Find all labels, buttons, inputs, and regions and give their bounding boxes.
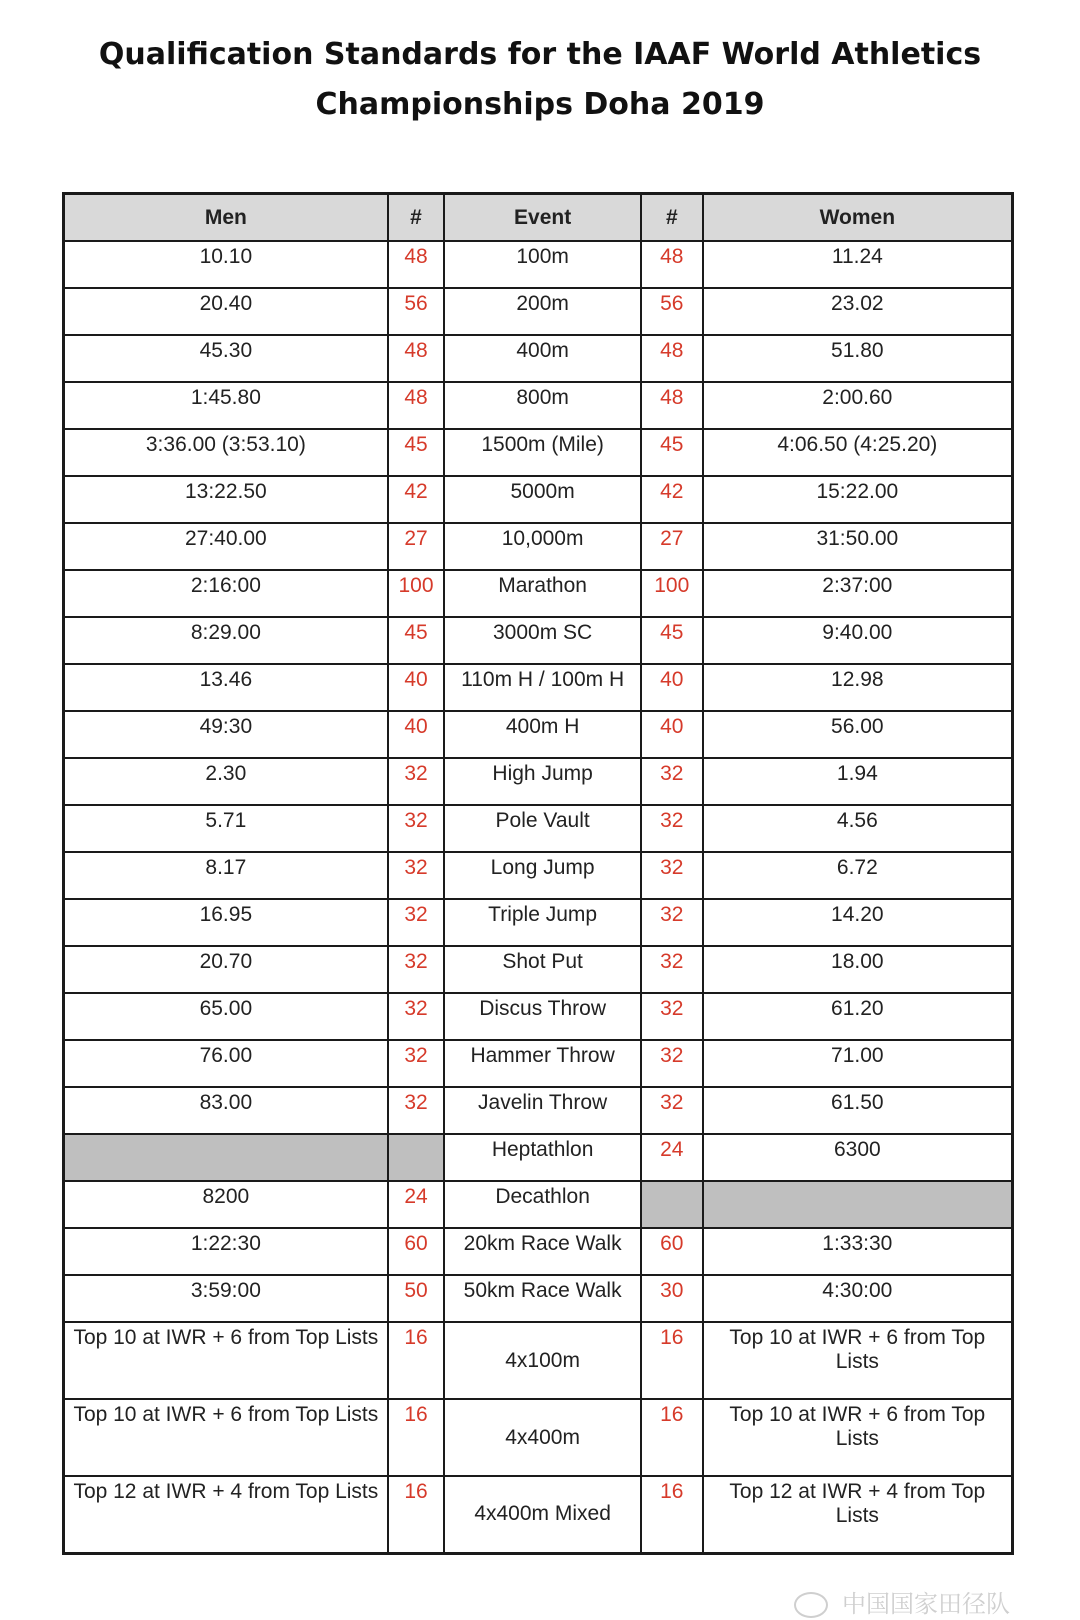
cell-men-entries: 40 bbox=[388, 664, 445, 711]
cell-event: Triple Jump bbox=[444, 899, 641, 946]
cell-event: 20km Race Walk bbox=[444, 1228, 641, 1275]
cell-women-entries: 56 bbox=[641, 288, 703, 335]
title-line-1: Qualification Standards for the IAAF World Athletics bbox=[98, 37, 982, 72]
column-header-women-count: # bbox=[641, 194, 703, 242]
cell-women-entries: 24 bbox=[641, 1134, 703, 1181]
cell-men-standard bbox=[64, 1134, 388, 1181]
cell-women-standard: 4.56 bbox=[703, 805, 1013, 852]
cell-men-standard: Top 10 at IWR + 6 from Top Lists bbox=[64, 1322, 388, 1399]
cell-women-standard: 1:33:30 bbox=[703, 1228, 1013, 1275]
cell-women-entries: 48 bbox=[641, 382, 703, 429]
table-row bbox=[64, 805, 1013, 852]
table-row bbox=[64, 852, 1013, 899]
table-row bbox=[64, 241, 1013, 288]
cell-event: 50km Race Walk bbox=[444, 1275, 641, 1322]
column-header-women: Women bbox=[703, 194, 1013, 242]
table-row bbox=[64, 1275, 1013, 1322]
cell-women-standard: 2:00.60 bbox=[703, 382, 1013, 429]
cell-men-standard: 20.40 bbox=[64, 288, 388, 335]
cell-men-standard: 8200 bbox=[64, 1181, 388, 1228]
cell-men-standard: 83.00 bbox=[64, 1087, 388, 1134]
table-row bbox=[64, 664, 1013, 711]
page-title bbox=[0, 30, 1080, 130]
cell-men-entries: 42 bbox=[388, 476, 445, 523]
cell-men-standard: Top 10 at IWR + 6 from Top Lists bbox=[64, 1399, 388, 1476]
title-line-2: Championships Doha 2019 bbox=[315, 87, 765, 122]
cell-women-standard: 15:22.00 bbox=[703, 476, 1013, 523]
cell-event: 5000m bbox=[444, 476, 641, 523]
cell-men-standard: Top 12 at IWR + 4 from Top Lists bbox=[64, 1476, 388, 1553]
cell-men-entries: 32 bbox=[388, 852, 445, 899]
cell-women-standard: 9:40.00 bbox=[703, 617, 1013, 664]
cell-men-entries: 100 bbox=[388, 570, 445, 617]
cell-women-entries: 32 bbox=[641, 993, 703, 1040]
table-row bbox=[64, 1399, 1013, 1476]
cell-women-standard: 12.98 bbox=[703, 664, 1013, 711]
cell-women-entries: 45 bbox=[641, 429, 703, 476]
cell-women-standard: Top 12 at IWR + 4 from Top Lists bbox=[703, 1476, 1013, 1553]
cell-event: 1500m (Mile) bbox=[444, 429, 641, 476]
table-row bbox=[64, 758, 1013, 805]
cell-women-standard: 61.50 bbox=[703, 1087, 1013, 1134]
cell-men-standard: 76.00 bbox=[64, 1040, 388, 1087]
cell-event: 4x400m bbox=[444, 1399, 641, 1476]
cell-women-standard: Top 10 at IWR + 6 from Top Lists bbox=[703, 1322, 1013, 1399]
cell-women-entries: 32 bbox=[641, 1040, 703, 1087]
cell-men-entries: 60 bbox=[388, 1228, 445, 1275]
table-row bbox=[64, 1087, 1013, 1134]
cell-men-entries: 45 bbox=[388, 429, 445, 476]
cell-women-standard: 4:06.50 (4:25.20) bbox=[703, 429, 1013, 476]
cell-women-standard: 1.94 bbox=[703, 758, 1013, 805]
cell-men-standard: 1:45.80 bbox=[64, 382, 388, 429]
cell-women-standard: 51.80 bbox=[703, 335, 1013, 382]
cell-women-entries: 32 bbox=[641, 946, 703, 993]
cell-men-entries: 48 bbox=[388, 241, 445, 288]
cell-men-standard: 3:36.00 (3:53.10) bbox=[64, 429, 388, 476]
cell-event: 110m H / 100m H bbox=[444, 664, 641, 711]
cell-men-entries: 48 bbox=[388, 382, 445, 429]
watermark-text: 中国国家田径队 bbox=[842, 1590, 1010, 1618]
cell-women-entries: 48 bbox=[641, 241, 703, 288]
cell-men-entries: 45 bbox=[388, 617, 445, 664]
cell-women-standard: 11.24 bbox=[703, 241, 1013, 288]
watermark bbox=[794, 1584, 1010, 1619]
cell-men-standard: 13.46 bbox=[64, 664, 388, 711]
table-row bbox=[64, 335, 1013, 382]
cell-women-entries: 100 bbox=[641, 570, 703, 617]
cell-men-standard: 2:16:00 bbox=[64, 570, 388, 617]
cell-event: 4x400m Mixed bbox=[444, 1476, 641, 1553]
table-row bbox=[64, 429, 1013, 476]
table-row bbox=[64, 617, 1013, 664]
table-header-row bbox=[64, 194, 1013, 242]
wechat-icon bbox=[794, 1592, 828, 1618]
cell-event: 400m bbox=[444, 335, 641, 382]
cell-men-standard: 5.71 bbox=[64, 805, 388, 852]
cell-women-entries: 16 bbox=[641, 1476, 703, 1553]
cell-women-standard: Top 10 at IWR + 6 from Top Lists bbox=[703, 1399, 1013, 1476]
cell-men-standard: 1:22:30 bbox=[64, 1228, 388, 1275]
table-row bbox=[64, 899, 1013, 946]
cell-men-entries: 32 bbox=[388, 1040, 445, 1087]
qualification-standards-table bbox=[62, 192, 1014, 1555]
cell-event: Discus Throw bbox=[444, 993, 641, 1040]
cell-women-standard: 18.00 bbox=[703, 946, 1013, 993]
cell-men-entries: 16 bbox=[388, 1322, 445, 1399]
table-row bbox=[64, 946, 1013, 993]
cell-men-standard: 3:59:00 bbox=[64, 1275, 388, 1322]
cell-men-entries: 40 bbox=[388, 711, 445, 758]
cell-women-entries: 30 bbox=[641, 1275, 703, 1322]
cell-event: 4x100m bbox=[444, 1322, 641, 1399]
column-header-event: Event bbox=[444, 194, 641, 242]
cell-men-standard: 49:30 bbox=[64, 711, 388, 758]
cell-women-standard: 14.20 bbox=[703, 899, 1013, 946]
cell-men-entries: 27 bbox=[388, 523, 445, 570]
column-header-men: Men bbox=[64, 194, 388, 242]
cell-women-entries: 32 bbox=[641, 852, 703, 899]
cell-men-standard: 10.10 bbox=[64, 241, 388, 288]
cell-women-entries: 42 bbox=[641, 476, 703, 523]
cell-event: Heptathlon bbox=[444, 1134, 641, 1181]
cell-event: Decathlon bbox=[444, 1181, 641, 1228]
cell-men-entries: 16 bbox=[388, 1476, 445, 1553]
column-header-men-count: # bbox=[388, 194, 445, 242]
cell-women-standard: 71.00 bbox=[703, 1040, 1013, 1087]
cell-event: 400m H bbox=[444, 711, 641, 758]
cell-women-entries: 16 bbox=[641, 1399, 703, 1476]
cell-event: Marathon bbox=[444, 570, 641, 617]
cell-women-entries: 45 bbox=[641, 617, 703, 664]
table-body bbox=[64, 241, 1013, 1553]
cell-men-entries: 32 bbox=[388, 758, 445, 805]
table-row bbox=[64, 993, 1013, 1040]
cell-women-standard: 23.02 bbox=[703, 288, 1013, 335]
cell-women-entries: 16 bbox=[641, 1322, 703, 1399]
cell-women-entries: 32 bbox=[641, 805, 703, 852]
table-row bbox=[64, 711, 1013, 758]
cell-men-entries: 24 bbox=[388, 1181, 445, 1228]
cell-men-standard: 16.95 bbox=[64, 899, 388, 946]
table-row bbox=[64, 523, 1013, 570]
cell-event: 100m bbox=[444, 241, 641, 288]
cell-men-standard: 20.70 bbox=[64, 946, 388, 993]
cell-event: Shot Put bbox=[444, 946, 641, 993]
cell-women-entries: 27 bbox=[641, 523, 703, 570]
table-row bbox=[64, 1476, 1013, 1553]
table-row bbox=[64, 288, 1013, 335]
cell-event: 10,000m bbox=[444, 523, 641, 570]
cell-men-entries: 16 bbox=[388, 1399, 445, 1476]
cell-women-entries: 32 bbox=[641, 758, 703, 805]
cell-women-entries: 48 bbox=[641, 335, 703, 382]
cell-women-entries: 32 bbox=[641, 899, 703, 946]
cell-men-standard: 8.17 bbox=[64, 852, 388, 899]
cell-women-standard: 6.72 bbox=[703, 852, 1013, 899]
cell-women-standard: 6300 bbox=[703, 1134, 1013, 1181]
cell-event: 800m bbox=[444, 382, 641, 429]
table-row bbox=[64, 1228, 1013, 1275]
table-row bbox=[64, 476, 1013, 523]
cell-men-entries: 32 bbox=[388, 805, 445, 852]
cell-women-standard: 31:50.00 bbox=[703, 523, 1013, 570]
cell-event: High Jump bbox=[444, 758, 641, 805]
table-row bbox=[64, 1322, 1013, 1399]
cell-men-standard: 2.30 bbox=[64, 758, 388, 805]
cell-men-standard: 13:22.50 bbox=[64, 476, 388, 523]
table-row bbox=[64, 570, 1013, 617]
cell-men-entries: 48 bbox=[388, 335, 445, 382]
table-row bbox=[64, 1040, 1013, 1087]
cell-men-standard: 65.00 bbox=[64, 993, 388, 1040]
table-row bbox=[64, 382, 1013, 429]
cell-men-standard: 45.30 bbox=[64, 335, 388, 382]
cell-men-entries: 56 bbox=[388, 288, 445, 335]
cell-men-entries: 32 bbox=[388, 899, 445, 946]
cell-event: 200m bbox=[444, 288, 641, 335]
cell-men-entries: 50 bbox=[388, 1275, 445, 1322]
cell-women-standard bbox=[703, 1181, 1013, 1228]
cell-event: Pole Vault bbox=[444, 805, 641, 852]
cell-women-entries: 40 bbox=[641, 711, 703, 758]
cell-event: Hammer Throw bbox=[444, 1040, 641, 1087]
cell-women-entries bbox=[641, 1181, 703, 1228]
cell-women-standard: 61.20 bbox=[703, 993, 1013, 1040]
cell-event: 3000m SC bbox=[444, 617, 641, 664]
table-row bbox=[64, 1134, 1013, 1181]
cell-men-standard: 8:29.00 bbox=[64, 617, 388, 664]
table-row bbox=[64, 1181, 1013, 1228]
cell-women-standard: 4:30:00 bbox=[703, 1275, 1013, 1322]
cell-women-entries: 60 bbox=[641, 1228, 703, 1275]
cell-men-entries: 32 bbox=[388, 993, 445, 1040]
cell-women-entries: 32 bbox=[641, 1087, 703, 1134]
cell-women-standard: 2:37:00 bbox=[703, 570, 1013, 617]
cell-men-entries: 32 bbox=[388, 1087, 445, 1134]
cell-men-entries bbox=[388, 1134, 445, 1181]
cell-men-entries: 32 bbox=[388, 946, 445, 993]
cell-men-standard: 27:40.00 bbox=[64, 523, 388, 570]
cell-women-standard: 56.00 bbox=[703, 711, 1013, 758]
cell-event: Long Jump bbox=[444, 852, 641, 899]
cell-women-entries: 40 bbox=[641, 664, 703, 711]
cell-event: Javelin Throw bbox=[444, 1087, 641, 1134]
